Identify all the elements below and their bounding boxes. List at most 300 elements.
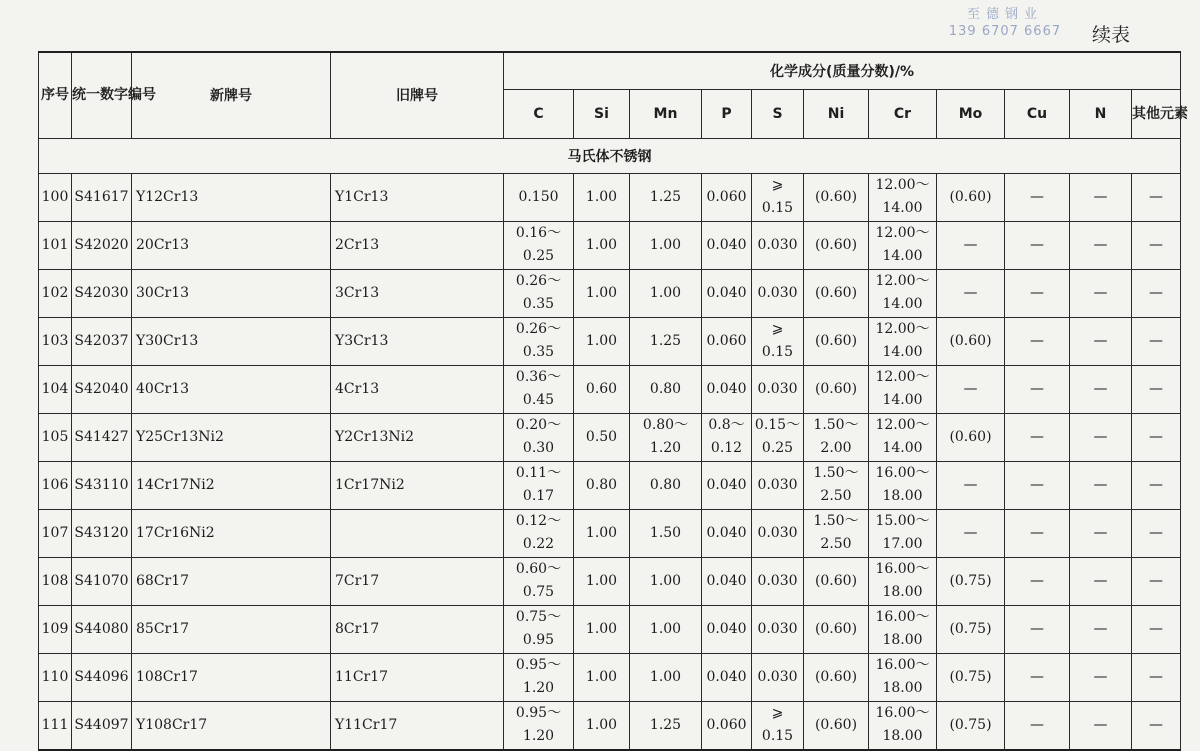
cell-new-grade: Y30Cr13	[132, 317, 331, 365]
cell-ni	[804, 461, 869, 509]
cell-value: 1.00	[585, 236, 618, 253]
cell-value: —	[963, 380, 978, 397]
cell-si	[574, 269, 630, 317]
header-element: Si	[574, 89, 630, 138]
cell-value: 16.00～	[875, 657, 930, 673]
cell-n	[1070, 221, 1132, 269]
cell-code: S42040	[72, 365, 132, 413]
cell-value: —	[963, 284, 978, 301]
table-row	[39, 509, 1181, 557]
cell-c	[504, 413, 574, 461]
cell-seq: 103	[39, 317, 72, 365]
table-row	[39, 365, 1181, 413]
cell-value: 2.50	[820, 488, 852, 504]
cell-value: 18.00	[882, 584, 923, 600]
cell-value: 0.20～	[515, 417, 562, 433]
cell-si	[574, 653, 630, 701]
cell-cr	[869, 605, 937, 653]
cell-seq: 110	[39, 653, 72, 701]
cell-value: ⩾	[771, 177, 784, 193]
cell-value: 0.22	[522, 536, 555, 552]
cell-ni	[804, 173, 869, 221]
cell-s	[752, 173, 804, 221]
cell-value: 14.00	[882, 344, 923, 360]
cell-其他元素	[1132, 413, 1181, 461]
cell-si	[574, 365, 630, 413]
header-code: 统一数字编号	[72, 52, 132, 138]
cell-value: 1.00	[649, 572, 682, 589]
cell-cr	[869, 557, 937, 605]
cell-new-grade: 40Cr13	[132, 365, 331, 413]
cell-cu	[1005, 653, 1070, 701]
cell-s	[752, 221, 804, 269]
cell-value: 0.150	[518, 188, 559, 205]
cell-p	[702, 173, 752, 221]
cell-mo	[937, 461, 1005, 509]
cell-value: —	[1149, 476, 1164, 493]
cell-seq: 106	[39, 461, 72, 509]
cell-value: 0.17	[522, 488, 555, 504]
cell-value: 1.00	[585, 284, 618, 301]
cell-cu	[1005, 269, 1070, 317]
cell-cu	[1005, 509, 1070, 557]
cell-value: 0.15	[761, 200, 794, 216]
cell-cu	[1005, 701, 1070, 750]
header-element: Cu	[1005, 89, 1070, 138]
cell-c	[504, 461, 574, 509]
cell-value: 0.030	[757, 476, 798, 493]
cell-n	[1070, 605, 1132, 653]
cell-value: —	[1093, 188, 1108, 205]
cell-value: 0.26～	[515, 273, 562, 289]
cell-value: 16.00～	[875, 705, 930, 721]
cell-mn	[630, 317, 702, 365]
cell-value: —	[1030, 188, 1044, 205]
cell-value: 1.00	[649, 620, 682, 637]
cell-new-grade: 14Cr17Ni2	[132, 461, 331, 509]
cell-c	[504, 365, 574, 413]
cell-value: 0.26～	[515, 321, 562, 337]
table-row	[39, 413, 1181, 461]
cell-value: —	[1030, 668, 1044, 685]
cell-value: —	[1030, 428, 1044, 445]
cell-value: 0.60	[585, 380, 618, 397]
cell-ni	[804, 317, 869, 365]
cell-value: 0.12	[710, 440, 743, 456]
cell-new-grade: 108Cr17	[132, 653, 331, 701]
cell-s	[752, 701, 804, 750]
cell-cr	[869, 509, 937, 557]
cell-value: (0.60)	[814, 572, 858, 589]
cell-value: —	[963, 524, 978, 541]
cell-seq: 104	[39, 365, 72, 413]
cell-value: 1.20	[522, 728, 555, 744]
cell-value: 16.00～	[875, 561, 930, 577]
header-element: N	[1070, 89, 1132, 138]
cell-value: 0.16～	[515, 225, 562, 241]
cell-value: 0.95～	[515, 705, 562, 721]
table-row	[39, 173, 1181, 221]
cell-value: —	[963, 236, 978, 253]
cell-mo	[937, 317, 1005, 365]
cell-n	[1070, 173, 1132, 221]
cell-new-grade: 68Cr17	[132, 557, 331, 605]
cell-mn	[630, 461, 702, 509]
cell-c	[504, 509, 574, 557]
cell-n	[1070, 653, 1132, 701]
cell-cr	[869, 653, 937, 701]
watermark-phone: 139 6707 6667	[948, 24, 1062, 39]
cell-value: 2.00	[820, 440, 852, 456]
cell-si	[574, 221, 630, 269]
cell-value: (0.75)	[949, 668, 992, 685]
cell-c	[504, 605, 574, 653]
cell-code: S43120	[72, 509, 132, 557]
cell-value: 1.00	[585, 620, 618, 637]
cell-si	[574, 509, 630, 557]
cell-s	[752, 557, 804, 605]
cell-value: 0.35	[522, 296, 555, 312]
cell-mo	[937, 605, 1005, 653]
cell-mn	[630, 413, 702, 461]
cell-old-grade: 11Cr17	[331, 653, 504, 701]
cell-value: —	[1030, 332, 1044, 349]
cell-mn	[630, 173, 702, 221]
cell-old-grade: Y3Cr13	[331, 317, 504, 365]
cell-n	[1070, 557, 1132, 605]
cell-value: 1.50～	[813, 513, 859, 529]
cell-value: 1.00	[649, 668, 682, 685]
cell-value: ⩾	[771, 321, 784, 337]
cell-value: 15.00～	[875, 513, 930, 529]
cell-code: S44096	[72, 653, 132, 701]
cell-seq: 102	[39, 269, 72, 317]
section-title: 马氏体不锈钢	[39, 138, 1181, 173]
cell-value: (0.60)	[949, 428, 992, 445]
cell-code: S42030	[72, 269, 132, 317]
cell-old-grade: 4Cr13	[331, 365, 504, 413]
cell-value: 14.00	[882, 392, 923, 408]
cell-value: 0.040	[706, 236, 747, 253]
cell-value: —	[1093, 572, 1108, 589]
cell-value: 0.80～	[642, 417, 689, 433]
cell-c	[504, 221, 574, 269]
composition-table	[38, 51, 1188, 751]
table-row	[39, 605, 1181, 653]
cell-si	[574, 605, 630, 653]
cell-value: 1.50～	[813, 417, 859, 433]
cell-cr	[869, 317, 937, 365]
cell-value: 0.30	[522, 440, 555, 456]
cell-ni	[804, 413, 869, 461]
header-element-other: 其他元素	[1132, 89, 1181, 138]
cell-value: 1.00	[585, 524, 618, 541]
table-row	[39, 269, 1181, 317]
cell-value: 17.00	[882, 536, 923, 552]
cell-value: 0.8～	[708, 417, 745, 433]
cell-其他元素	[1132, 605, 1181, 653]
cell-n	[1070, 317, 1132, 365]
cell-old-grade: Y2Cr13Ni2	[331, 413, 504, 461]
continuation-label: 续表	[1092, 24, 1131, 46]
cell-mo	[937, 557, 1005, 605]
cell-s	[752, 509, 804, 557]
cell-value: 12.00～	[875, 177, 930, 193]
cell-其他元素	[1132, 653, 1181, 701]
cell-value: —	[1093, 524, 1108, 541]
header-element: S	[752, 89, 804, 138]
cell-si	[574, 461, 630, 509]
cell-value: 0.030	[757, 620, 798, 637]
cell-cr	[869, 701, 937, 750]
cell-value: 0.25	[522, 248, 555, 264]
cell-value: —	[1149, 620, 1164, 637]
cell-value: 1.20	[522, 680, 555, 696]
header-seq: 序号	[39, 52, 72, 138]
cell-value: —	[1093, 620, 1108, 637]
cell-mn	[630, 221, 702, 269]
cell-value: 1.00	[649, 236, 682, 253]
cell-p	[702, 461, 752, 509]
cell-value: —	[1030, 476, 1044, 493]
cell-cr	[869, 221, 937, 269]
cell-value: 1.00	[585, 332, 618, 349]
cell-si	[574, 557, 630, 605]
cell-value: 0.36～	[515, 369, 562, 385]
cell-value: 0.35	[522, 344, 555, 360]
cell-value: —	[1030, 284, 1044, 301]
cell-value: 0.030	[757, 284, 798, 301]
cell-new-grade: 85Cr17	[132, 605, 331, 653]
table-row	[39, 653, 1181, 701]
cell-seq: 100	[39, 173, 72, 221]
cell-new-grade: 20Cr13	[132, 221, 331, 269]
cell-mn	[630, 701, 702, 750]
cell-p	[702, 221, 752, 269]
cell-value: (0.60)	[814, 716, 858, 733]
cell-value: —	[1093, 236, 1108, 253]
cell-si	[574, 413, 630, 461]
cell-其他元素	[1132, 557, 1181, 605]
watermark-name: 至德钢业	[966, 7, 1043, 22]
cell-cu	[1005, 365, 1070, 413]
cell-c	[504, 317, 574, 365]
cell-mn	[630, 269, 702, 317]
cell-p	[702, 509, 752, 557]
cell-value: 0.45	[522, 392, 555, 408]
cell-value: (0.75)	[949, 620, 992, 637]
cell-value: 1.25	[649, 188, 682, 205]
cell-value: —	[1149, 380, 1164, 397]
table-row	[39, 221, 1181, 269]
cell-value: 0.060	[706, 332, 747, 349]
cell-value: —	[1093, 668, 1108, 685]
cell-value: 0.75	[522, 584, 555, 600]
cell-value: 2.50	[820, 536, 852, 552]
cell-s	[752, 461, 804, 509]
cell-mo	[937, 413, 1005, 461]
cell-code: S44080	[72, 605, 132, 653]
cell-cr	[869, 269, 937, 317]
cell-cu	[1005, 221, 1070, 269]
cell-s	[752, 605, 804, 653]
cell-value: 0.040	[706, 476, 747, 493]
cell-ni	[804, 701, 869, 750]
cell-cu	[1005, 461, 1070, 509]
cell-value: —	[1093, 476, 1108, 493]
header-element: P	[702, 89, 752, 138]
cell-old-grade	[331, 509, 504, 557]
cell-value: (0.60)	[814, 380, 858, 397]
cell-value: 12.00～	[875, 273, 930, 289]
cell-其他元素	[1132, 221, 1181, 269]
cell-seq: 107	[39, 509, 72, 557]
cell-value: 0.030	[757, 380, 798, 397]
cell-mo	[937, 221, 1005, 269]
cell-new-grade: 17Cr16Ni2	[132, 509, 331, 557]
cell-value: —	[1093, 284, 1108, 301]
cell-value: 0.040	[706, 572, 747, 589]
cell-old-grade: 7Cr17	[331, 557, 504, 605]
cell-code: S43110	[72, 461, 132, 509]
cell-value: —	[1149, 236, 1164, 253]
table-row	[39, 317, 1181, 365]
cell-value: (0.60)	[949, 188, 992, 205]
cell-ni	[804, 653, 869, 701]
header-element: Ni	[804, 89, 869, 138]
cell-value: —	[1149, 524, 1164, 541]
cell-p	[702, 317, 752, 365]
cell-seq: 109	[39, 605, 72, 653]
cell-s	[752, 653, 804, 701]
cell-c	[504, 173, 574, 221]
cell-p	[702, 557, 752, 605]
cell-c	[504, 269, 574, 317]
cell-p	[702, 605, 752, 653]
cell-value: —	[1030, 380, 1044, 397]
header-old-grade: 旧牌号	[331, 52, 504, 138]
cell-value: —	[1149, 716, 1164, 733]
cell-old-grade: 2Cr13	[331, 221, 504, 269]
cell-value: (0.60)	[949, 332, 992, 349]
cell-cr	[869, 173, 937, 221]
cell-code: S41617	[72, 173, 132, 221]
cell-seq: 105	[39, 413, 72, 461]
cell-ni	[804, 365, 869, 413]
cell-n	[1070, 461, 1132, 509]
table-row	[39, 701, 1181, 750]
cell-value: 0.80	[585, 476, 618, 493]
cell-mn	[630, 653, 702, 701]
cell-ni	[804, 605, 869, 653]
cell-value: 18.00	[882, 680, 923, 696]
header-composition: 化学成分(质量分数)/%	[504, 52, 1181, 89]
cell-value: ⩾	[771, 705, 784, 721]
cell-n	[1070, 413, 1132, 461]
cell-cu	[1005, 413, 1070, 461]
cell-value: 14.00	[882, 200, 923, 216]
cell-value: (0.75)	[949, 716, 992, 733]
cell-cr	[869, 413, 937, 461]
cell-value: 18.00	[882, 728, 923, 744]
cell-value: 0.25	[761, 440, 794, 456]
cell-seq: 101	[39, 221, 72, 269]
cell-value: 18.00	[882, 632, 923, 648]
cell-value: 1.00	[585, 668, 618, 685]
cell-s	[752, 317, 804, 365]
cell-mo	[937, 653, 1005, 701]
cell-p	[702, 653, 752, 701]
cell-value: 0.95～	[515, 657, 562, 673]
cell-code: S42020	[72, 221, 132, 269]
cell-old-grade: 1Cr17Ni2	[331, 461, 504, 509]
cell-value: 0.060	[706, 188, 747, 205]
cell-p	[702, 365, 752, 413]
cell-ni	[804, 269, 869, 317]
cell-code: S41427	[72, 413, 132, 461]
cell-value: 0.15～	[754, 417, 801, 433]
cell-mn	[630, 509, 702, 557]
cell-old-grade: Y11Cr17	[331, 701, 504, 750]
cell-new-grade: Y25Cr13Ni2	[132, 413, 331, 461]
header-element: Mn	[630, 89, 702, 138]
header-element: Mo	[937, 89, 1005, 138]
table-row	[39, 557, 1181, 605]
cell-value: —	[1149, 668, 1164, 685]
cell-c	[504, 701, 574, 750]
cell-mo	[937, 509, 1005, 557]
watermark	[930, 6, 1080, 40]
cell-value: 0.80	[649, 380, 682, 397]
cell-value: 0.11～	[515, 465, 562, 481]
cell-value: 1.00	[649, 284, 682, 301]
cell-p	[702, 413, 752, 461]
cell-value: 0.040	[706, 380, 747, 397]
cell-value: (0.75)	[949, 572, 992, 589]
cell-value: —	[1093, 428, 1108, 445]
cell-s	[752, 269, 804, 317]
cell-c	[504, 653, 574, 701]
cell-其他元素	[1132, 173, 1181, 221]
cell-value: —	[1093, 716, 1108, 733]
cell-其他元素	[1132, 317, 1181, 365]
header-new-grade: 新牌号	[132, 52, 331, 138]
cell-si	[574, 701, 630, 750]
cell-value: 14.00	[882, 248, 923, 264]
cell-s	[752, 365, 804, 413]
cell-value: (0.60)	[814, 620, 858, 637]
cell-si	[574, 317, 630, 365]
cell-value: 1.25	[649, 716, 682, 733]
cell-value: —	[1149, 428, 1164, 445]
cell-value: —	[1030, 620, 1044, 637]
cell-cr	[869, 461, 937, 509]
cell-value: 1.25	[649, 332, 682, 349]
cell-seq: 111	[39, 701, 72, 750]
cell-value: 12.00～	[875, 321, 930, 337]
cell-p	[702, 269, 752, 317]
cell-ni	[804, 221, 869, 269]
cell-value: —	[1030, 716, 1044, 733]
cell-value: 0.50	[585, 428, 618, 445]
cell-ni	[804, 557, 869, 605]
cell-value: 12.00～	[875, 369, 930, 385]
cell-code: S42037	[72, 317, 132, 365]
cell-code: S44097	[72, 701, 132, 750]
cell-value: —	[1030, 572, 1044, 589]
cell-value: 0.60～	[515, 561, 562, 577]
cell-value: 0.75～	[515, 609, 562, 625]
